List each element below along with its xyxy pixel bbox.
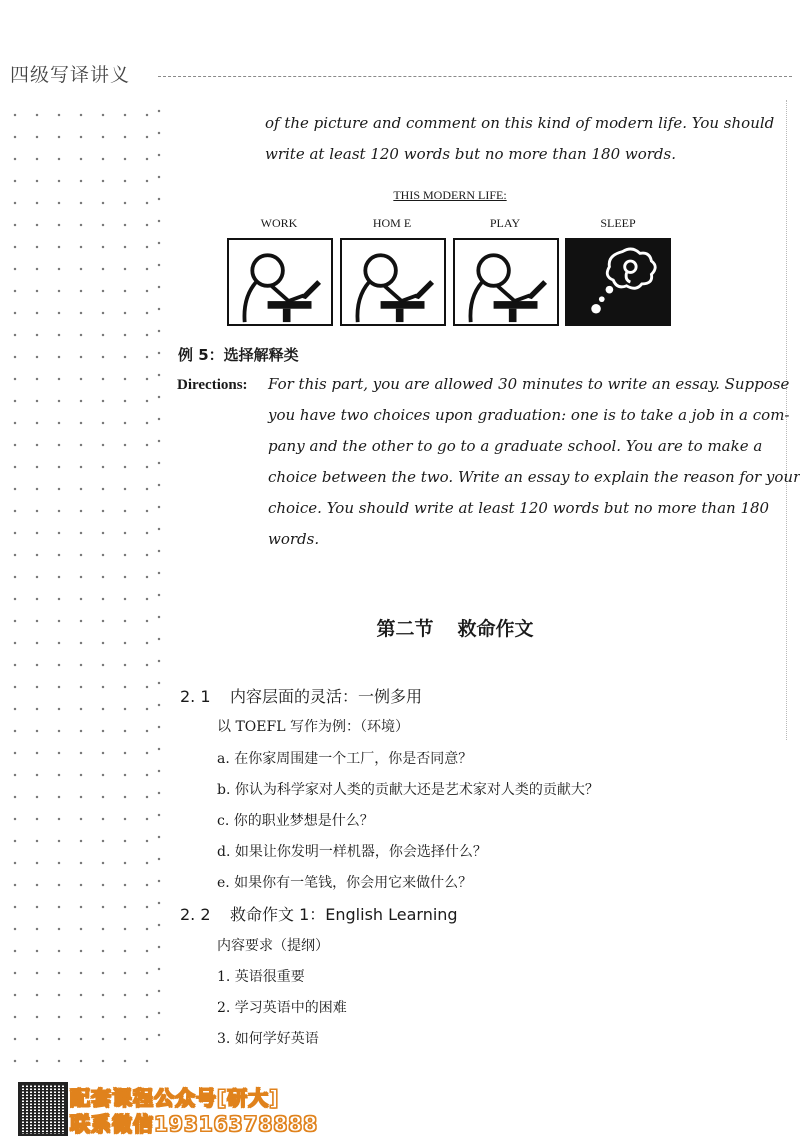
subsection-1-heading	[180, 684, 422, 707]
header-rule	[158, 76, 792, 77]
subsection-2-lead: 内容要求（提纲）	[217, 938, 329, 954]
panel-label-home: HOM E	[372, 216, 412, 230]
outline-item-1: 1. 英语很重要	[217, 969, 305, 985]
list-item-b: b. 你认为科学家对人类的贡献大还是艺术家对人类的贡献大？	[217, 782, 599, 798]
dotted-column	[157, 100, 161, 1055]
directions-line-6: words.	[268, 530, 320, 548]
directions-line-5: choice. You should write at least 120 words but no more than 180	[268, 499, 770, 517]
intro-line-1: of the picture and comment on this kind of modern life. You should	[265, 114, 775, 132]
list-item-c: c. 你的职业梦想是什么？	[217, 813, 374, 829]
panel-work-illustration	[227, 238, 333, 326]
header-title: 四级写译讲义	[10, 64, 131, 86]
promo-watermark	[18, 1082, 319, 1136]
directions-line-1: For this part, you are allowed 30 minutes to write an essay. Suppose	[268, 375, 790, 393]
cartoon-title: THIS MODERN LIFE:	[393, 188, 507, 202]
outline-item-3: 3. 如何学好英语	[217, 1031, 319, 1047]
person-at-laptop-icon	[455, 240, 557, 324]
subsection-2-number: 2. 2	[180, 905, 211, 924]
panel-label-work: WORK	[260, 216, 298, 230]
list-item-d: d. 如果让你发明一样机器，你会选择什么？	[217, 844, 487, 860]
section-number: 第二节	[376, 618, 434, 640]
panel-play-illustration	[453, 238, 559, 326]
person-at-laptop-icon	[342, 240, 444, 324]
subsection-1-number: 2. 1	[180, 687, 211, 706]
panel-sleep-illustration	[565, 238, 671, 326]
subsection-2-title: 救命作文 1：English Learning	[230, 905, 458, 924]
outline-item-2: 2. 学习英语中的困难	[217, 1000, 347, 1016]
panel-label-sleep: SLEEP	[600, 216, 636, 230]
subsection-1-lead: 以 TOEFL 写作为例：（环境）	[217, 719, 409, 735]
directions-label: Directions:	[177, 377, 248, 393]
subsection-2-heading	[180, 902, 458, 925]
person-at-laptop-icon	[229, 240, 331, 324]
list-item-a: a. 在你家周围建一个工厂，你是否同意？	[217, 751, 473, 767]
directions-text	[268, 369, 800, 555]
directions-line-2: you have two choices upon graduation: one is to take a job in a com-	[268, 406, 790, 424]
list-item-e: e. 如果你有一笔钱，你会用它来做什么？	[217, 875, 473, 891]
intro-paragraph	[265, 108, 775, 170]
promo-line-1: 配套课程公众号[研大]	[70, 1086, 280, 1110]
example-5-label: 例 5：选择解释类	[178, 346, 299, 364]
promo-line-2: 联系微信19316378888	[70, 1112, 319, 1136]
panel-label-play: PLAY	[489, 216, 521, 230]
dream-bubble-icon	[567, 240, 669, 324]
directions-line-4: choice between the two. Write an essay to explain the reason for your	[268, 468, 800, 486]
directions-line-3: pany and the other to go to a graduate school. You are to make a	[268, 437, 763, 455]
subsection-1-title: 内容层面的灵活：一例多用	[230, 687, 423, 706]
section-heading	[0, 614, 800, 641]
section-title: 救命作文	[457, 618, 534, 640]
qr-code-icon	[18, 1082, 68, 1136]
intro-line-2: write at least 120 words but no more than 180 words.	[265, 145, 676, 163]
panel-home-illustration	[340, 238, 446, 326]
cartoon-figure	[225, 188, 675, 330]
dotted-margin	[0, 100, 158, 1070]
